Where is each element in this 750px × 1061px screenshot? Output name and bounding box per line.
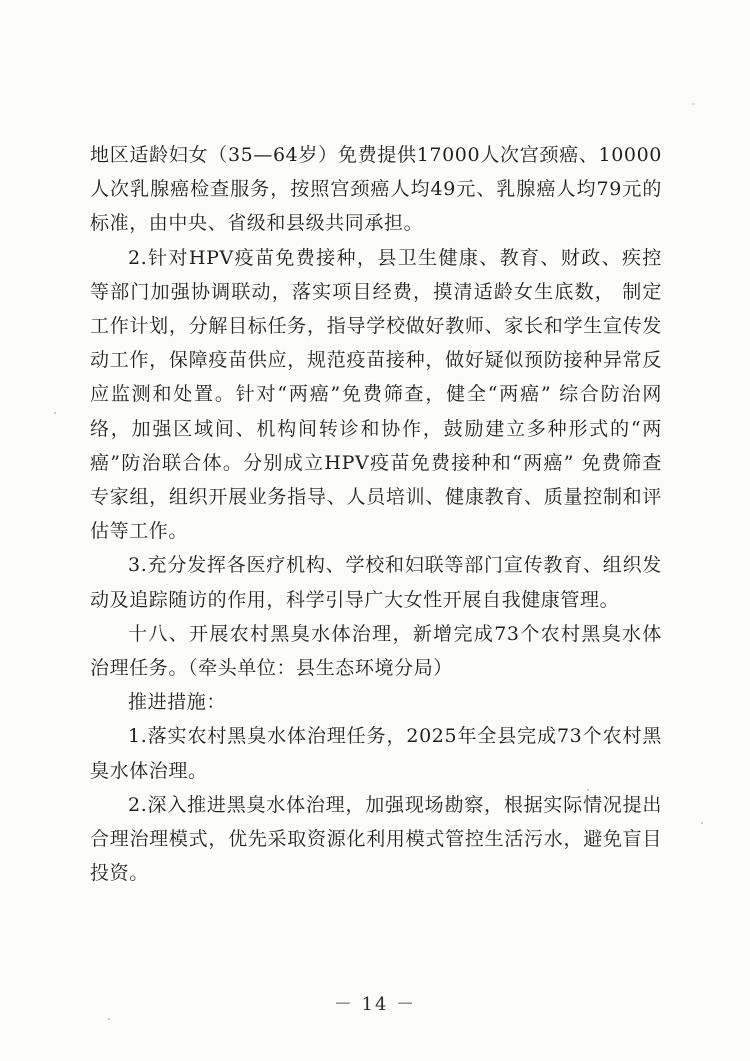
paragraph-water-task-implementation: 1.落实农村黑臭水体治理任务，2025年全县完成73个农村黑臭水体治理。 xyxy=(90,725,662,782)
scan-speck xyxy=(108,1018,110,1020)
paragraph-publicity-measures: 3.充分发挥各医疗机构、学校和妇联等部门宣传教育、组织发动及追踪随访的作用，科学引导广大女性开展自我健康管理。 xyxy=(90,554,662,611)
page-number: － 14 － xyxy=(333,994,417,1015)
paragraph-screening-continuation: 地区适龄妇女（35—64岁）免费提供17000人次宫颈癌、10000人次乳腺癌检查服务，按照宫颈癌人均49元、乳腺癌人均79元的标准，由中央、省级和县级共同承担。 xyxy=(90,144,662,235)
paragraph-hpv-vaccination-measures: 2.针对HPV疫苗免费接种，县卫生健康、教育、财政、疾控等部门加强协调联动，落实项目经费，摸清适龄女生底数， 制定工作计划，分解目标任务，指导学校做好教师、家长和学生宣传发动工作，保障疫苗供应，规范疫苗接种，做好疑似预防接种异常反应监测和处置。针对“两癌”免费筛查，健全“两癌” 综合防治网络，加强区域间、机构间转诊和协作，鼓励建立多种形式的“两癌”防治联合体。分别成立HPV疫苗免费接种和“两癌” 免费筛查专家组，组织开展业务指导、人员培训、健康教育、质量控制和评估等工作。 xyxy=(90,246,662,543)
measures-label: 推进措施： xyxy=(128,691,227,714)
scan-speck xyxy=(701,822,703,824)
scan-speck xyxy=(54,412,56,414)
section-heading-rural-black-odorous-water: 十八、开展农村黑臭水体治理，新增完成73个农村黑臭水体治理任务。（牵头单位：县生态环境分局） xyxy=(90,622,662,680)
scan-speck xyxy=(692,103,694,105)
scan-speck xyxy=(587,789,589,791)
paragraph-water-treatment-promotion: 2.深入推进黑臭水体治理，加强现场勘察，根据实际情况提出合理治理模式，优先采取资源化利用模式管控生活污水，避免盲目投资。 xyxy=(90,793,662,885)
document-body xyxy=(90,138,662,890)
